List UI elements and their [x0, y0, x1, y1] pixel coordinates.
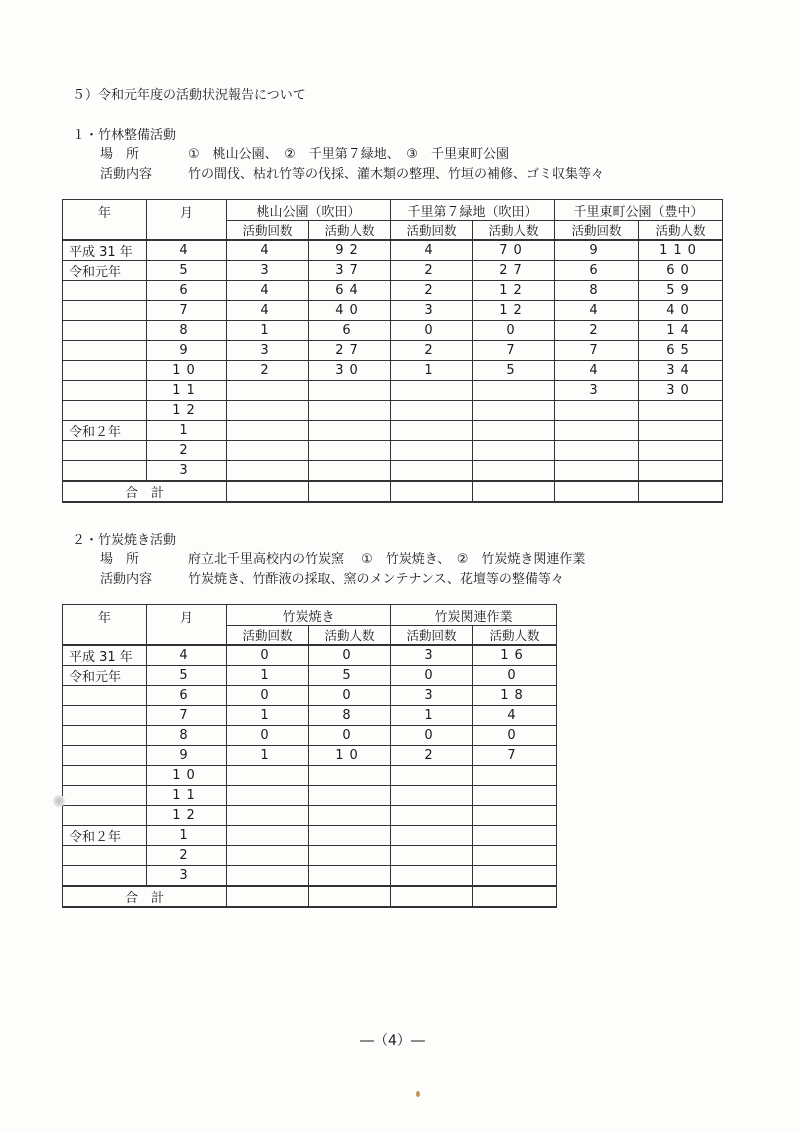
value-cell: 65 [639, 341, 723, 361]
value-cell [639, 461, 723, 482]
value-cell [555, 461, 639, 482]
month-cell: 9 [147, 341, 227, 361]
month-cell: 6 [147, 686, 227, 706]
value-cell: 2 [391, 261, 473, 281]
group-header: 竹炭関連作業 [391, 605, 557, 626]
sub-header: 活動人数 [309, 626, 391, 646]
value-cell [555, 421, 639, 441]
value-cell: 12 [473, 301, 555, 321]
value-cell [309, 461, 391, 482]
group-header: 千里第７緑地（吹田） [391, 200, 555, 221]
month-cell: 2 [147, 441, 227, 461]
year-header: 年 [63, 605, 147, 646]
value-cell: 37 [309, 261, 391, 281]
sub-header: 活動人数 [473, 626, 557, 646]
month-cell: 11 [147, 381, 227, 401]
value-cell: 0 [473, 726, 557, 746]
value-cell: 30 [639, 381, 723, 401]
table-row [63, 806, 557, 826]
month-cell: 5 [147, 666, 227, 686]
value-cell [473, 866, 557, 887]
value-cell: 70 [473, 240, 555, 261]
value-cell: 14 [639, 321, 723, 341]
section1-content-label: 活動内容 [100, 167, 153, 182]
total-row [63, 886, 557, 907]
value-cell: 27 [309, 341, 391, 361]
year-cell: 令和２年 [63, 421, 147, 441]
value-cell [473, 806, 557, 826]
year-cell: 令和元年 [63, 261, 147, 281]
value-cell: 110 [639, 240, 723, 261]
value-cell: 60 [639, 261, 723, 281]
value-cell [473, 766, 557, 786]
year-cell [63, 866, 147, 887]
value-cell: 34 [639, 361, 723, 381]
value-cell: 59 [639, 281, 723, 301]
month-cell: 8 [147, 726, 227, 746]
value-cell [309, 441, 391, 461]
year-cell [63, 706, 147, 726]
value-cell [309, 401, 391, 421]
value-cell: 8 [309, 706, 391, 726]
value-cell: 0 [473, 321, 555, 341]
year-cell [63, 726, 147, 746]
month-cell: 1 [147, 826, 227, 846]
total-label: 合 計 [63, 481, 227, 502]
month-cell: 2 [147, 846, 227, 866]
value-cell [473, 381, 555, 401]
total-cell [473, 886, 557, 907]
value-cell [391, 846, 473, 866]
value-cell: 0 [473, 666, 557, 686]
value-cell: 8 [555, 281, 639, 301]
value-cell [391, 766, 473, 786]
value-cell [473, 401, 555, 421]
value-cell: 5 [309, 666, 391, 686]
total-cell [639, 481, 723, 502]
value-cell [227, 806, 309, 826]
month-cell: 9 [147, 746, 227, 766]
value-cell [555, 401, 639, 421]
total-row [63, 481, 723, 502]
table-row [63, 441, 723, 461]
scan-speck [416, 1091, 420, 1097]
table-row [63, 261, 723, 281]
value-cell: 40 [639, 301, 723, 321]
value-cell: 0 [391, 666, 473, 686]
month-cell: 12 [147, 806, 227, 826]
value-cell: 0 [391, 726, 473, 746]
value-cell [473, 461, 555, 482]
value-cell: 10 [309, 746, 391, 766]
year-cell [63, 321, 147, 341]
value-cell [227, 846, 309, 866]
section1-title: １・竹林整備活動 [72, 128, 177, 143]
value-cell: 2 [391, 746, 473, 766]
value-cell: 3 [227, 261, 309, 281]
table-row [63, 645, 557, 666]
section2-title: ２・竹炭焼き活動 [72, 533, 177, 548]
table-row [63, 706, 557, 726]
year-cell [63, 401, 147, 421]
value-cell: 4 [391, 240, 473, 261]
value-cell: 4 [227, 301, 309, 321]
value-cell: 2 [391, 341, 473, 361]
year-cell: 平成 31 年 [63, 240, 147, 261]
value-cell: 6 [309, 321, 391, 341]
value-cell: 12 [473, 281, 555, 301]
sub-header: 活動回数 [391, 221, 473, 241]
table-row [63, 461, 723, 482]
month-cell: 11 [147, 786, 227, 806]
value-cell [473, 846, 557, 866]
total-cell [227, 886, 309, 907]
value-cell [391, 381, 473, 401]
value-cell [227, 401, 309, 421]
value-cell: 5 [473, 361, 555, 381]
value-cell: 3 [391, 645, 473, 666]
value-cell: 3 [555, 381, 639, 401]
year-cell [63, 746, 147, 766]
month-cell: 1 [147, 421, 227, 441]
value-cell: 9 [555, 240, 639, 261]
value-cell: 4 [555, 361, 639, 381]
value-cell: 4 [555, 301, 639, 321]
table-row [63, 746, 557, 766]
value-cell: 0 [391, 321, 473, 341]
month-cell: 5 [147, 261, 227, 281]
table-row [63, 341, 723, 361]
month-cell: 10 [147, 361, 227, 381]
year-cell [63, 461, 147, 482]
value-cell: 7 [555, 341, 639, 361]
section1-content-value: 竹の間伐、枯れ竹等の伐採、灌木類の整理、竹垣の補修、ゴミ収集等々 [188, 167, 605, 182]
value-cell [473, 421, 555, 441]
value-cell [227, 421, 309, 441]
table-header-row [63, 605, 557, 626]
value-cell: 0 [309, 726, 391, 746]
value-cell: 0 [227, 726, 309, 746]
document-heading: ５）令和元年度の活動状況報告について [72, 88, 306, 103]
year-header: 年 [63, 200, 147, 241]
group-header: 竹炭焼き [227, 605, 391, 626]
value-cell: 0 [309, 686, 391, 706]
value-cell [473, 786, 557, 806]
table-row [63, 301, 723, 321]
year-cell: 令和２年 [63, 826, 147, 846]
table-header-row [63, 200, 723, 221]
total-cell [309, 886, 391, 907]
sub-header: 活動人数 [639, 221, 723, 241]
value-cell [309, 866, 391, 887]
value-cell [391, 866, 473, 887]
year-cell [63, 846, 147, 866]
bamboo-forest-activity-table [62, 199, 723, 503]
value-cell: 4 [227, 240, 309, 261]
value-cell: 1 [391, 361, 473, 381]
value-cell [391, 441, 473, 461]
value-cell: 7 [473, 746, 557, 766]
value-cell: 1 [391, 706, 473, 726]
value-cell [391, 826, 473, 846]
total-cell [555, 481, 639, 502]
month-cell: 3 [147, 461, 227, 482]
value-cell: 18 [473, 686, 557, 706]
year-cell [63, 766, 147, 786]
value-cell [309, 766, 391, 786]
year-cell [63, 786, 147, 806]
table-row [63, 666, 557, 686]
sub-header: 活動人数 [309, 221, 391, 241]
table-row [63, 766, 557, 786]
value-cell: 1 [227, 321, 309, 341]
value-cell [473, 826, 557, 846]
value-cell: 1 [227, 666, 309, 686]
value-cell: 6 [555, 261, 639, 281]
value-cell [309, 381, 391, 401]
section2-place-label: 場 所 [100, 552, 140, 567]
table-row [63, 866, 557, 887]
value-cell [391, 786, 473, 806]
value-cell [309, 846, 391, 866]
total-cell [391, 886, 473, 907]
value-cell: 0 [309, 645, 391, 666]
table-row [63, 786, 557, 806]
sub-header: 活動回数 [227, 626, 309, 646]
value-cell: 30 [309, 361, 391, 381]
table-row [63, 361, 723, 381]
sub-header: 活動回数 [555, 221, 639, 241]
table-row [63, 846, 557, 866]
value-cell [227, 786, 309, 806]
value-cell [391, 401, 473, 421]
year-cell [63, 441, 147, 461]
section1-place-label: 場 所 [100, 147, 140, 162]
year-cell: 平成 31 年 [63, 645, 147, 666]
value-cell: 0 [227, 645, 309, 666]
year-cell [63, 361, 147, 381]
table-row [63, 401, 723, 421]
value-cell: 2 [555, 321, 639, 341]
table-row [63, 281, 723, 301]
section2-place-value: 府立北千里高校内の竹炭窯 ① 竹炭焼き、 ② 竹炭焼き関連作業 [188, 552, 586, 567]
month-header: 月 [147, 200, 227, 241]
value-cell [391, 461, 473, 482]
value-cell [227, 381, 309, 401]
value-cell: 2 [227, 361, 309, 381]
month-cell: 4 [147, 645, 227, 666]
month-cell: 7 [147, 706, 227, 726]
table-row [63, 421, 723, 441]
value-cell [227, 766, 309, 786]
value-cell: 4 [227, 281, 309, 301]
value-cell [309, 826, 391, 846]
section1-place-value: ① 桃山公園、 ② 千里第７緑地、 ③ 千里東町公園 [188, 147, 509, 162]
value-cell: 92 [309, 240, 391, 261]
table-row [63, 321, 723, 341]
month-cell: 3 [147, 866, 227, 887]
value-cell: 40 [309, 301, 391, 321]
value-cell: 27 [473, 261, 555, 281]
month-cell: 8 [147, 321, 227, 341]
sub-header: 活動人数 [473, 221, 555, 241]
value-cell: 0 [227, 686, 309, 706]
value-cell: 3 [391, 686, 473, 706]
year-cell: 令和元年 [63, 666, 147, 686]
table-row [63, 240, 723, 261]
group-header: 桃山公園（吹田） [227, 200, 391, 221]
value-cell: 7 [473, 341, 555, 361]
group-header: 千里東町公園（豊中） [555, 200, 723, 221]
value-cell [473, 441, 555, 461]
year-cell [63, 341, 147, 361]
year-cell [63, 301, 147, 321]
month-cell: 10 [147, 766, 227, 786]
total-cell [227, 481, 309, 502]
value-cell [227, 461, 309, 482]
value-cell [555, 441, 639, 461]
table-row [63, 381, 723, 401]
month-header: 月 [147, 605, 227, 646]
year-cell [63, 381, 147, 401]
sub-header: 活動回数 [391, 626, 473, 646]
table-row [63, 826, 557, 846]
year-cell [63, 806, 147, 826]
value-cell [309, 806, 391, 826]
year-cell [63, 281, 147, 301]
month-cell: 12 [147, 401, 227, 421]
table-row [63, 686, 557, 706]
scan-speck [53, 795, 65, 807]
table-row [63, 726, 557, 746]
section2-content-value: 竹炭焼き、竹酢液の採取、窯のメンテナンス、花壇等の整備等々 [188, 572, 564, 587]
value-cell [309, 786, 391, 806]
value-cell [227, 441, 309, 461]
value-cell: 1 [227, 746, 309, 766]
total-cell [473, 481, 555, 502]
value-cell [639, 421, 723, 441]
value-cell [639, 401, 723, 421]
value-cell: 1 [227, 706, 309, 726]
value-cell: 4 [473, 706, 557, 726]
bamboo-charcoal-activity-table [62, 604, 557, 908]
value-cell: 16 [473, 645, 557, 666]
year-cell [63, 686, 147, 706]
value-cell: 3 [391, 301, 473, 321]
total-label: 合 計 [63, 886, 227, 907]
value-cell: 64 [309, 281, 391, 301]
sub-header: 活動回数 [227, 221, 309, 241]
value-cell [391, 421, 473, 441]
value-cell [309, 421, 391, 441]
total-cell [309, 481, 391, 502]
month-cell: 6 [147, 281, 227, 301]
value-cell [639, 441, 723, 461]
value-cell: 2 [391, 281, 473, 301]
month-cell: 7 [147, 301, 227, 321]
month-cell: 4 [147, 240, 227, 261]
page-number: ―（4）― [360, 1033, 425, 1049]
value-cell [227, 866, 309, 887]
value-cell [391, 806, 473, 826]
section2-content-label: 活動内容 [100, 572, 153, 587]
total-cell [391, 481, 473, 502]
value-cell: 3 [227, 341, 309, 361]
value-cell [227, 826, 309, 846]
